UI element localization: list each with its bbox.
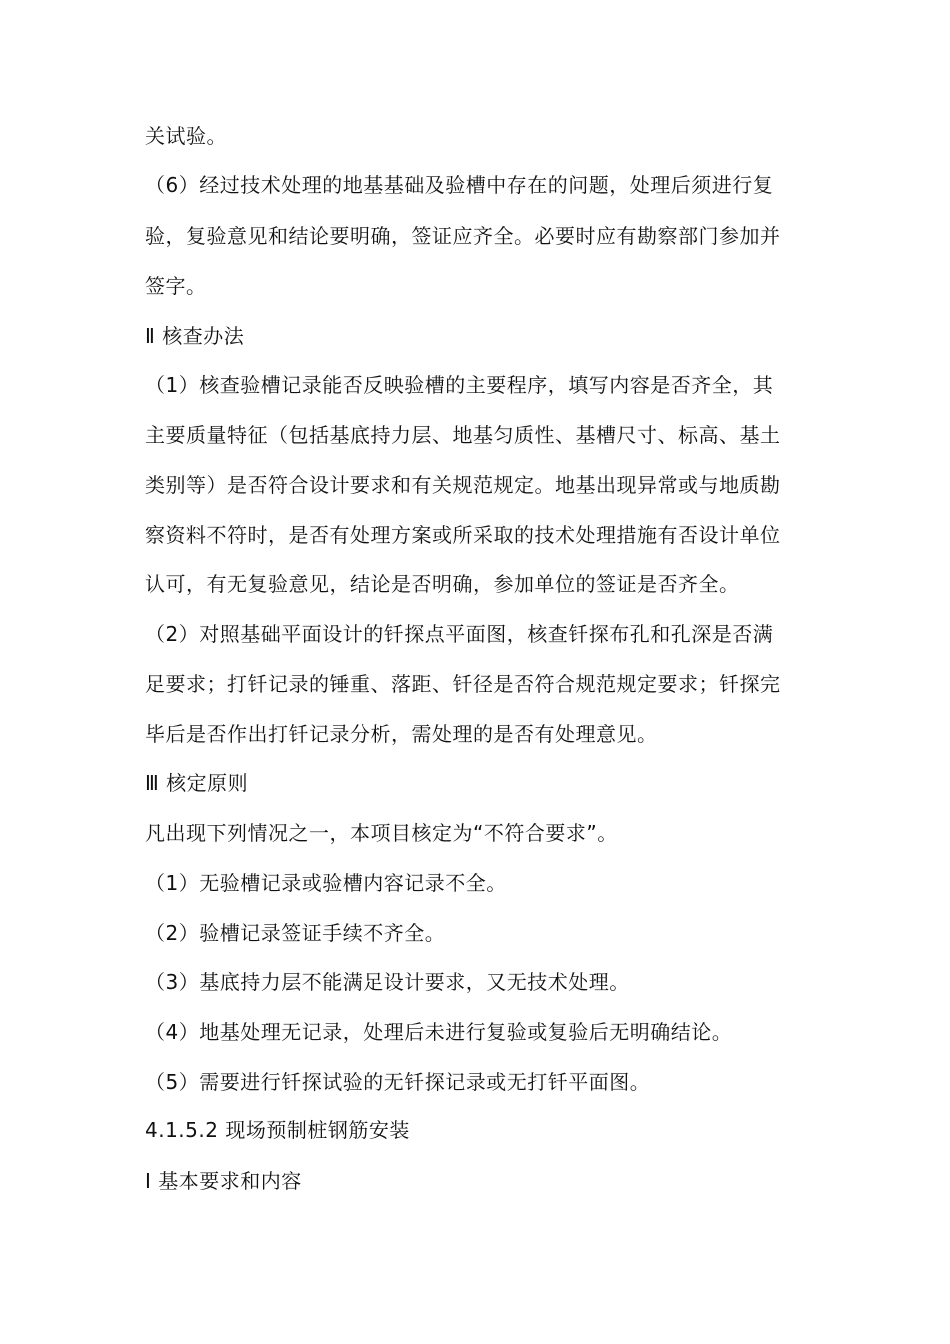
section-heading-2: Ⅱ 核查办法 — [145, 324, 245, 348]
subsection-heading: 4.1.5.2 现场预制桩钢筋安装 — [145, 1118, 410, 1142]
section-heading-3: Ⅲ 核定原则 — [145, 771, 249, 795]
text-line-4: 签字。 — [145, 274, 207, 298]
text-line-2: （6）经过技术处理的地基基础及验槽中存在的问题，处理后须进行复 — [145, 173, 774, 197]
text-line-1: 关试验。 — [145, 124, 227, 148]
section-heading-1: Ⅰ 基本要求和内容 — [145, 1169, 302, 1193]
list-item-5: （5）需要进行钎探试验的无钎探记录或无打钎平面图。 — [145, 1070, 651, 1094]
list-item-2: （2）验槽记录签证手续不齐全。 — [145, 921, 446, 945]
list-item-3: （3）基底持力层不能满足设计要求，又无技术处理。 — [145, 970, 630, 994]
text-line-10: 认可，有无复验意见，结论是否明确，参加单位的签证是否齐全。 — [145, 572, 740, 596]
list-item-1: （1）无验槽记录或验槽内容记录不全。 — [145, 871, 507, 895]
text-line-15: 凡出现下列情况之一，本项目核定为“不符合要求”。 — [145, 821, 618, 845]
text-line-3: 验，复验意见和结论要明确，签证应齐全。必要时应有勘察部门参加并 — [145, 224, 781, 248]
text-line-7: 主要质量特征（包括基底持力层、地基匀质性、基槽尺寸、标高、基土 — [145, 423, 781, 447]
text-line-12: 足要求；打钎记录的锤重、落距、钎径是否符合规范规定要求；钎探完 — [145, 672, 781, 696]
list-item-4: （4）地基处理无记录，处理后未进行复验或复验后无明确结论。 — [145, 1020, 733, 1044]
text-line-8: 类别等）是否符合设计要求和有关规范规定。地基出现异常或与地质勘 — [145, 473, 781, 497]
text-line-13: 毕后是否作出打钎记录分析，需处理的是否有处理意见。 — [145, 722, 658, 746]
text-line-9: 察资料不符时，是否有处理方案或所采取的技术处理措施有否设计单位 — [145, 523, 781, 547]
text-line-11: （2）对照基础平面设计的钎探点平面图，核查钎探布孔和孔深是否满 — [145, 622, 774, 646]
text-line-6: （1）核查验槽记录能否反映验槽的主要程序，填写内容是否齐全，其 — [145, 373, 774, 397]
